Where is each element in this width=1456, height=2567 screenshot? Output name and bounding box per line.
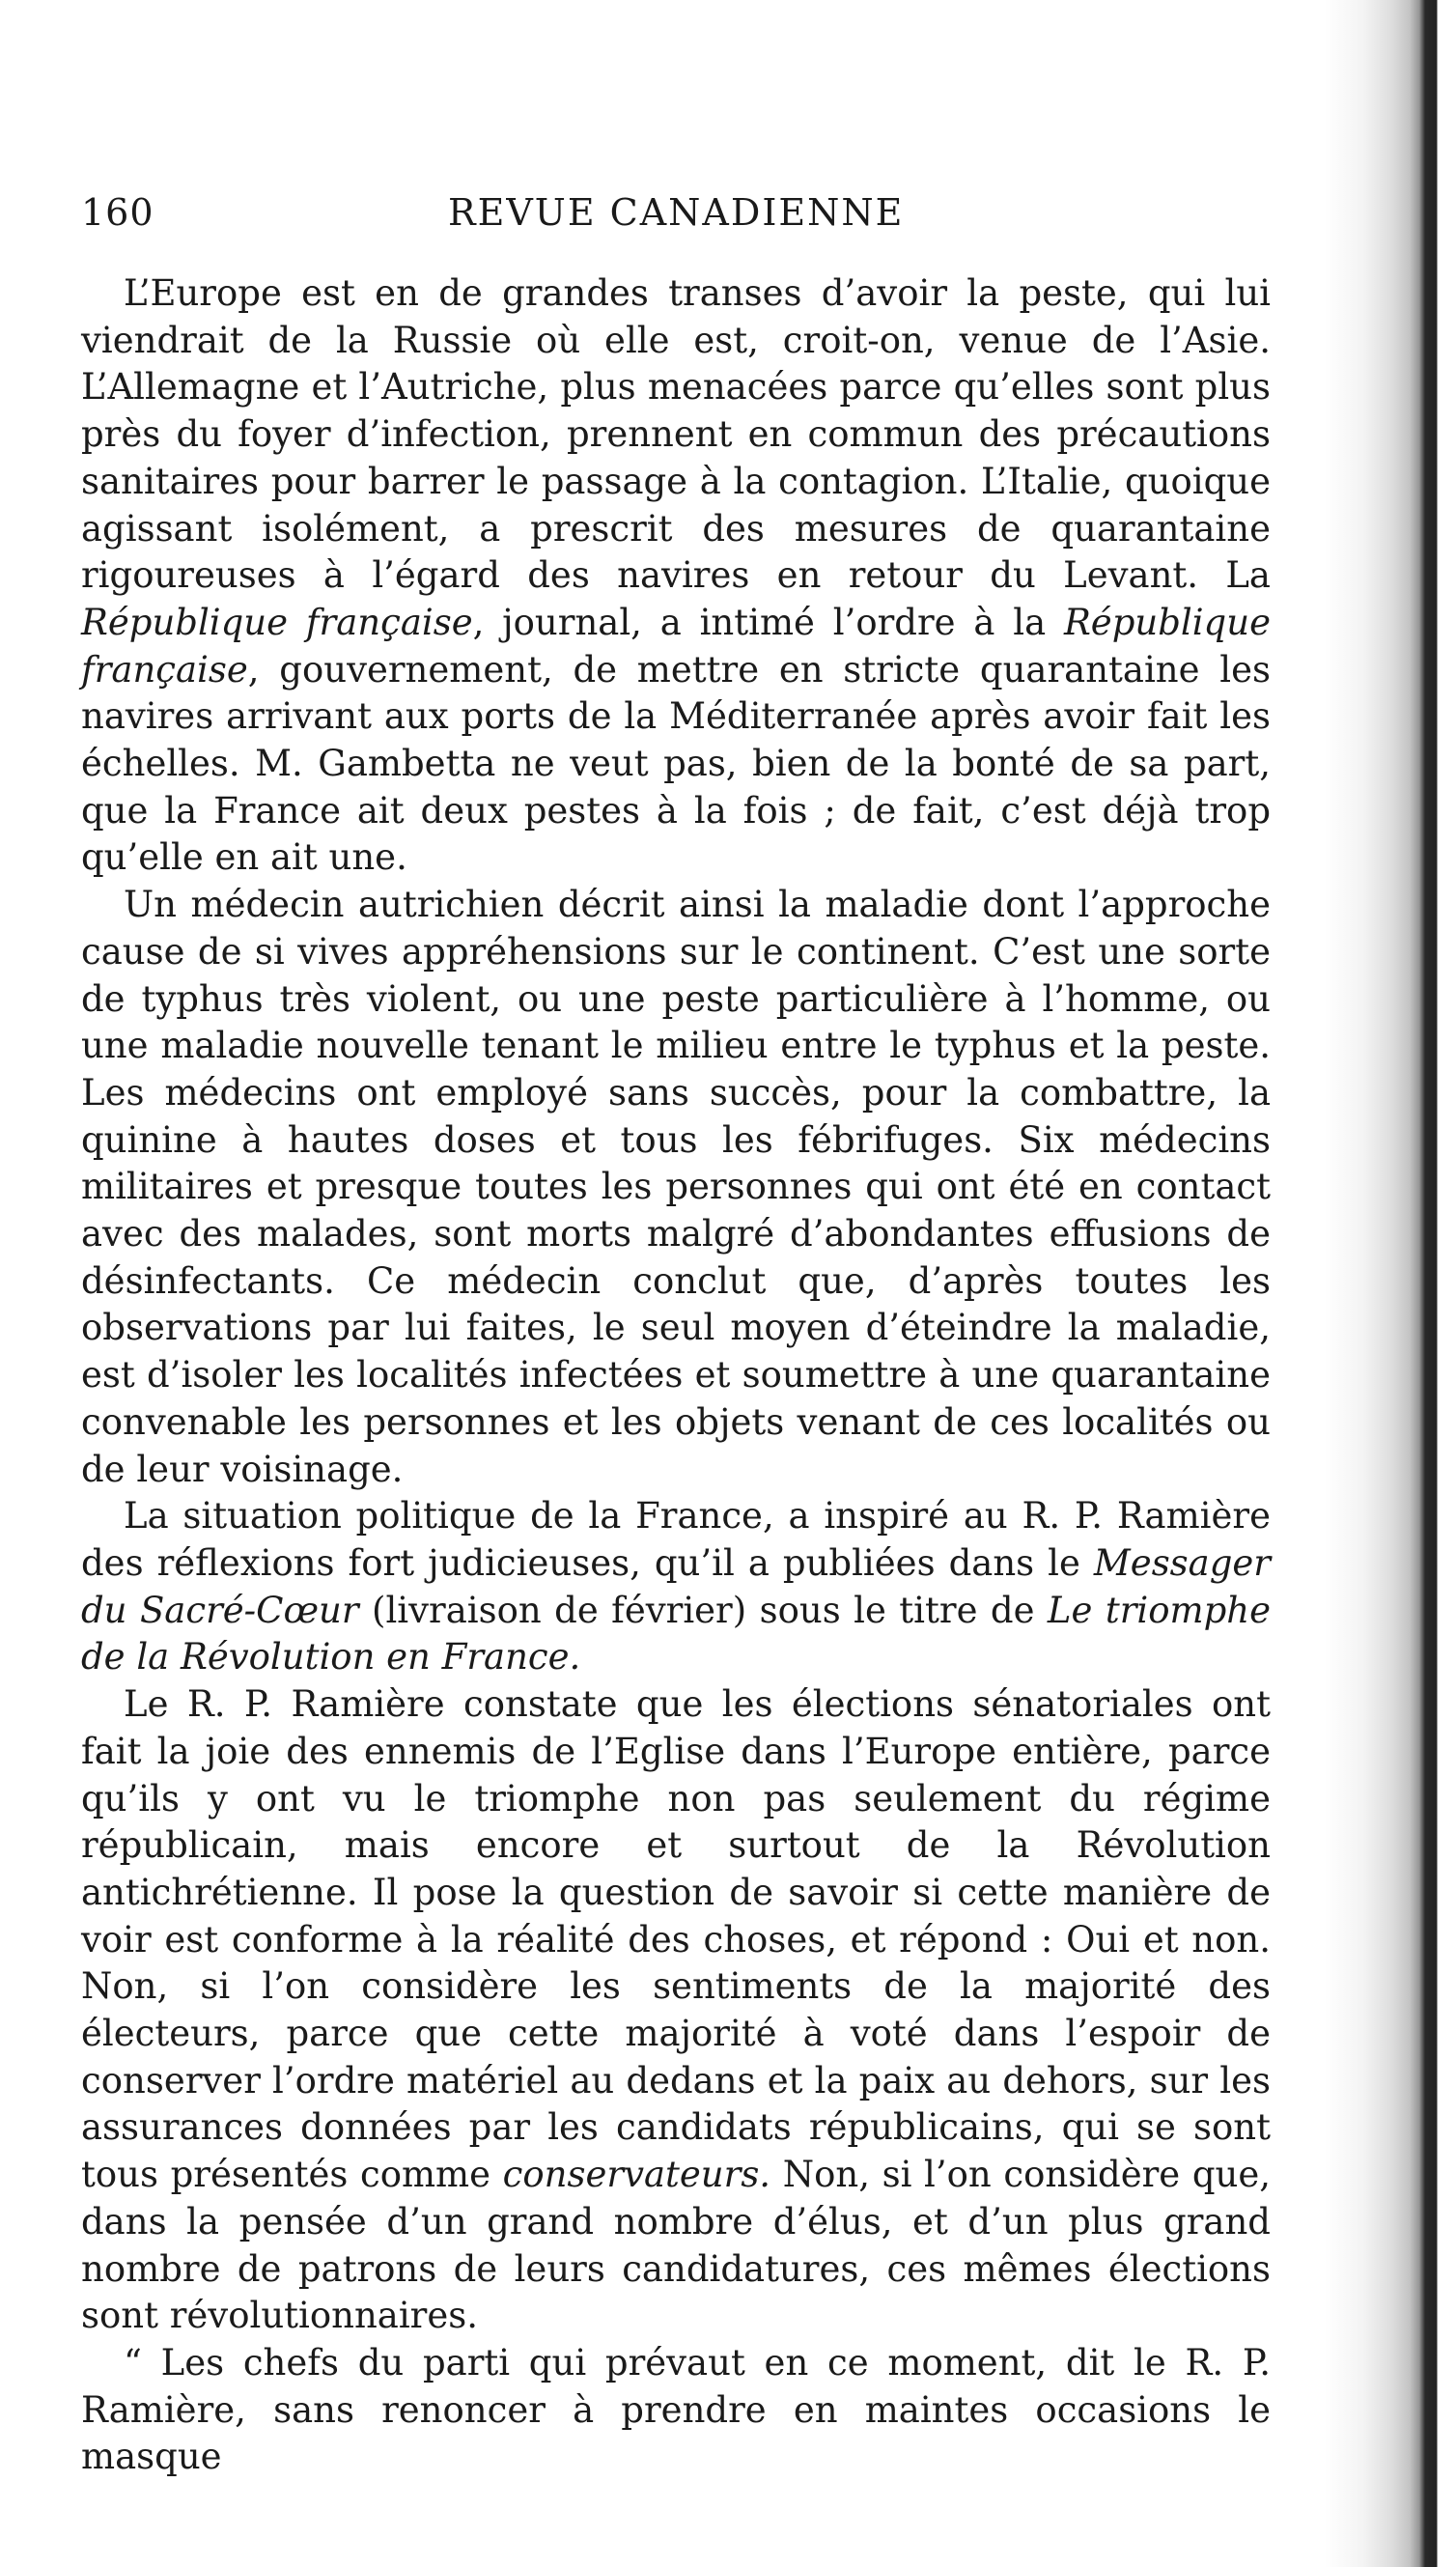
text-run: Non, si l’on considère que, dans la pensée d’un grand nombre d’élus, et d’un plus grand nombre de patrons de leurs candidatures, ces mêmes élections sont révolutionnaires. <box>81 2154 1271 2337</box>
text-run: “ Les chefs du parti qui prévaut en ce moment, dit le R. P. Ramière, sans renoncer à prendre en maintes occasions le masque <box>81 2341 1271 2478</box>
paragraph <box>81 882 1271 1493</box>
page-number: 160 <box>81 191 154 234</box>
journal-title: REVUE CANADIENNE <box>448 191 905 234</box>
running-head <box>81 191 1271 249</box>
paragraph <box>81 270 1271 882</box>
text-run: (livraison de février) sous le titre de <box>358 1589 1048 1631</box>
text-run: La situation politique de la France, a inspiré au R. P. Ramière des réflexions fort judicieuses, qu’il a publiées dans le <box>81 1495 1271 1584</box>
text-run: L’Europe est en de grandes transes d’avoir la peste, qui lui viendrait de la Russie où elle est, croit-on, venue de l’Asie. L’Allemagne et l’Autriche, plus menacées parce qu’elles sont plus près du foyer d’infection, prennent en commun des précautions sanitaires pour barrer le passage à la contagion. L’Italie, quoique agissant isolément, a prescrit des mesures de quarantaine rigoureuses à l’égard des navires en retour du Levant. La <box>81 272 1271 597</box>
paragraph <box>81 2340 1271 2481</box>
italic-text: République française <box>81 601 1271 691</box>
italic-text: conservateurs. <box>502 2154 771 2196</box>
text-run: , journal, a intimé l’ordre à la <box>472 601 1064 643</box>
paragraph <box>81 1681 1271 2340</box>
italic-text: République française <box>81 601 473 643</box>
italic-text: Messager du Sacré-Cœur <box>81 1541 1271 1631</box>
body-text <box>81 270 1271 2481</box>
text-run: Un médecin autrichien décrit ainsi la maladie dont l’approche cause de si vives appréhensions sur le continent. C’est une sorte de typhus très violent, ou une peste particulière à l’homme, ou une maladie nouvelle tenant le milieu entre le typhus et la peste. Les médecins ont employé sans succès, pour la combattre, la quinine à hautes doses et tous les fébrifuges. Six médecins militaires et presque toutes les personnes qui ont été en contact avec des malades, sont morts malgré d’abondantes effusions de désinfectants. Ce médecin conclut que, d’après toutes les observations par lui faites, le seul moyen d’éteindre la maladie, est d’isoler les localités infectées et soumettre à une quarantaine convenable les personnes et les objets venant de ces localités ou de leur voisinage. <box>81 884 1271 1490</box>
text-run: Le R. P. Ramière constate que les élections sénatoriales ont fait la joie des ennemis de l’Eglise dans l’Europe entière, parce qu’ils y ont vu le triomphe non pas seulement du régime républicain, mais encore et surtout de la Révolution antichrétienne. Il pose la question de savoir si cette manière de voir est conforme à la réalité des choses, et répond : Oui et non. Non, si l’on considère les sentiments de la majorité des électeurs, parce que cette majorité à voté dans l’espoir de conserver l’ordre matériel au dedans et la paix au dehors, sur les assurances données par les candidats républicains, qui se sont tous présentés comme <box>81 1683 1271 2196</box>
italic-text: Le triomphe de la Révolution en France. <box>81 1589 1271 1678</box>
text-run: , gouvernement, de mettre en stricte quarantaine les navires arrivant aux ports de la Méditerranée après avoir fait les échelles. M. Gambetta ne veut pas, bien de la bonté de sa part, que la France ait deux pestes à la fois ; de fait, c’est déjà trop qu’elle en ait une. <box>81 648 1271 879</box>
paragraph <box>81 1493 1271 1681</box>
book-binding-edge <box>1325 0 1456 2567</box>
